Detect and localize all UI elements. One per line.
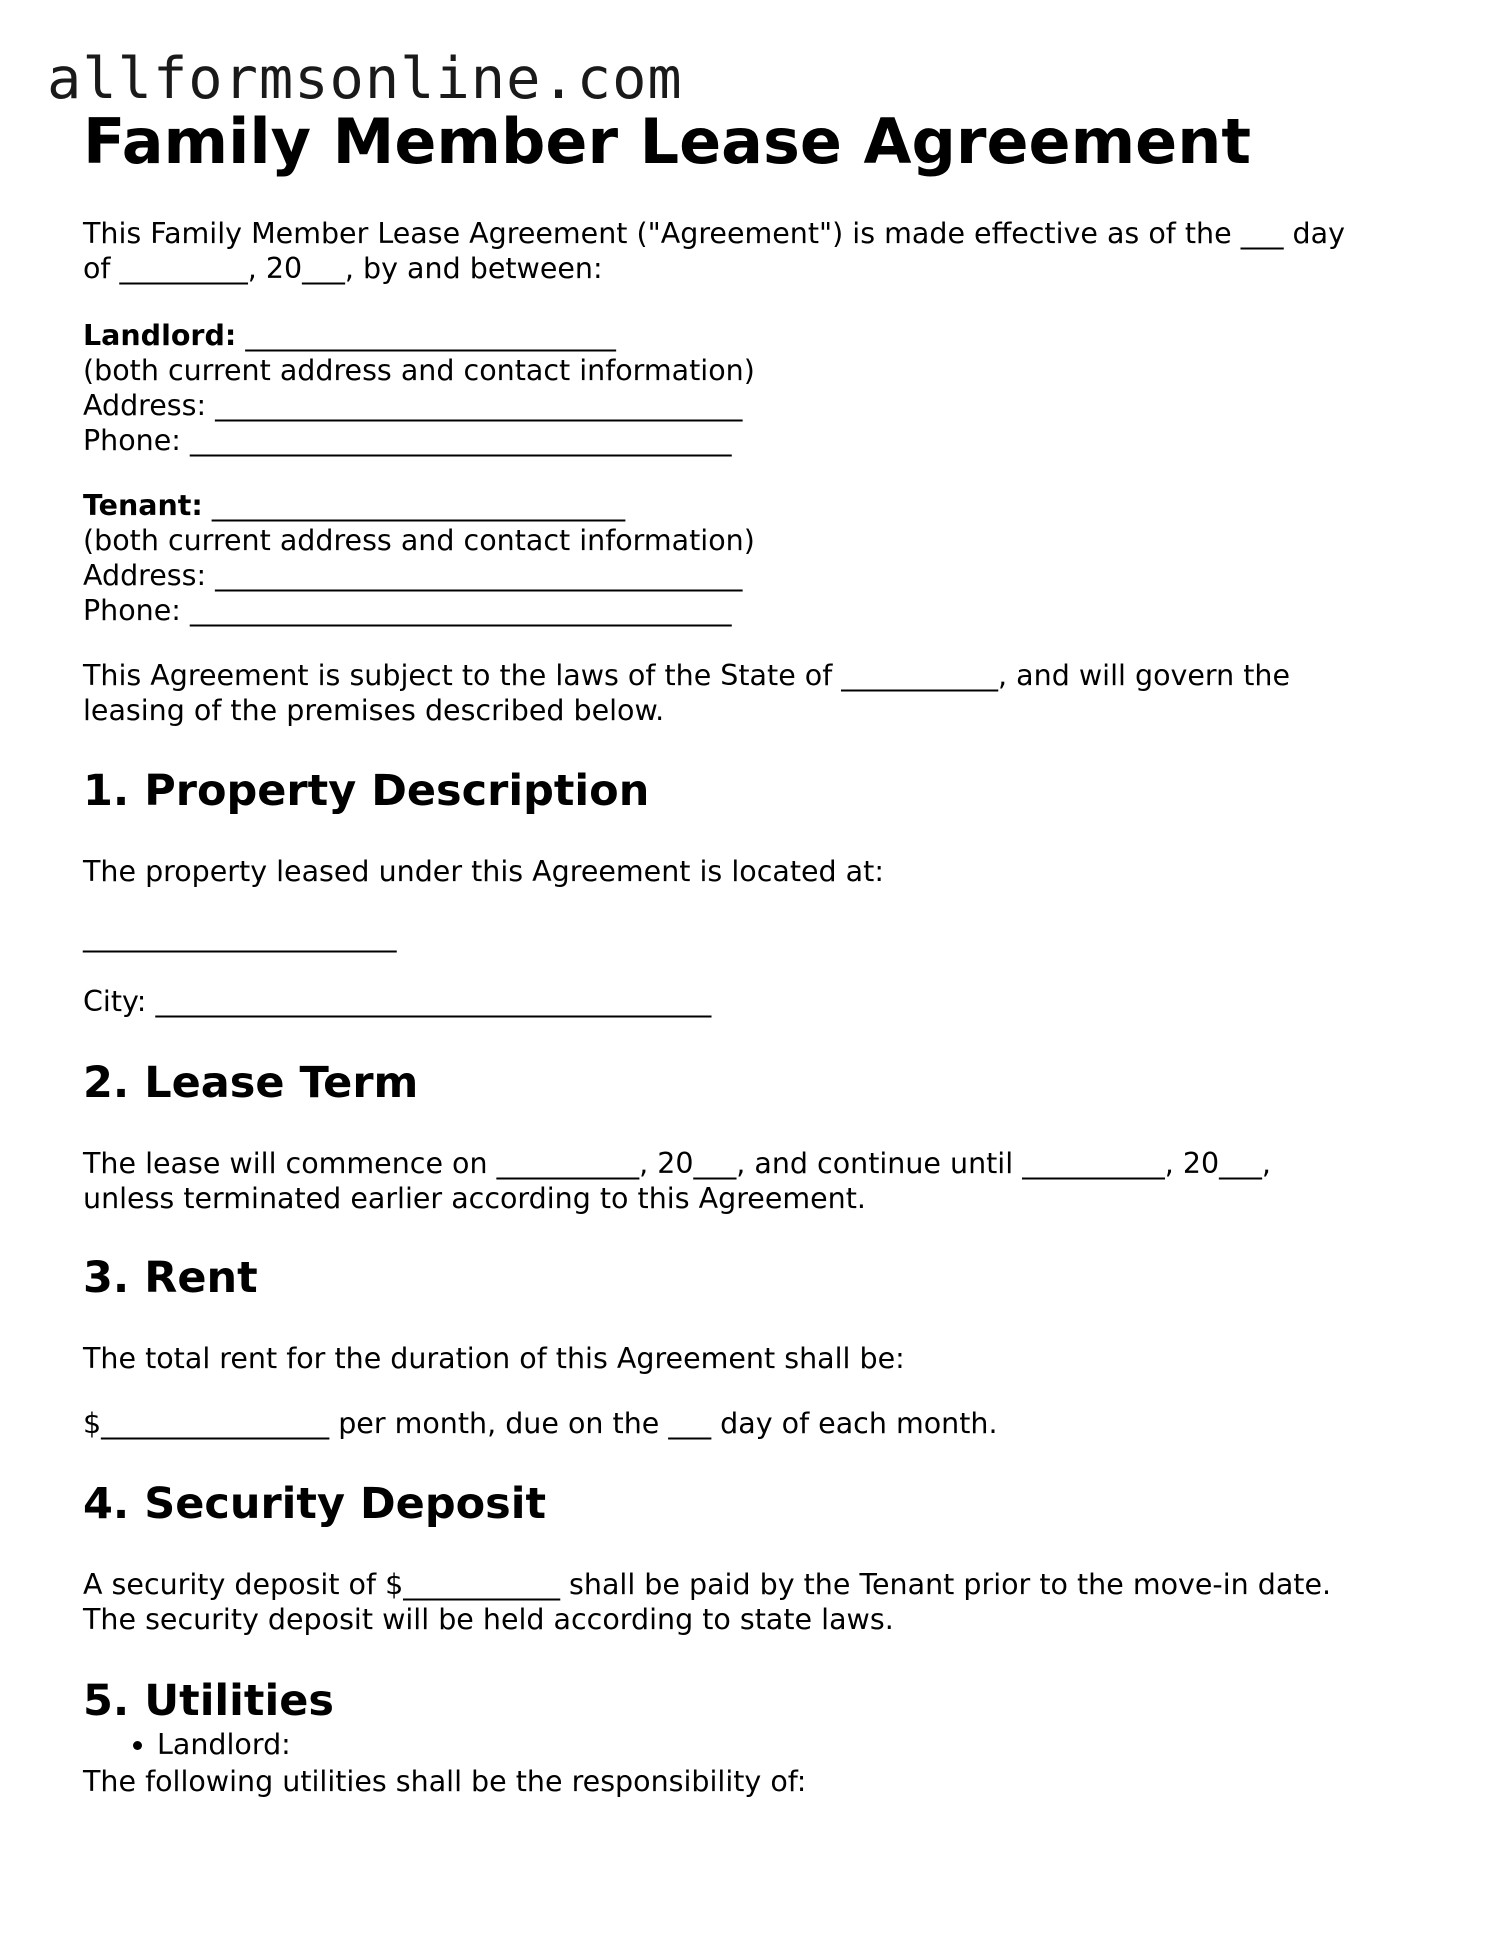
deposit-line-2: The security deposit will be held according to state laws.: [83, 1603, 894, 1636]
tenant-address: Address: _____________________________________: [83, 559, 743, 592]
property-text: The property leased under this Agreement is located at:: [83, 855, 884, 888]
landlord-note: (both current address and contact information): [83, 354, 755, 387]
tenant-label: Tenant:: [83, 489, 203, 522]
intro-paragraph: [83, 216, 1345, 286]
rent-amount: $________________ per month, due on the ___ day of each month.: [83, 1407, 998, 1440]
landlord-name-line: [83, 318, 755, 353]
document-title: Family Member Lease Agreement: [83, 105, 1252, 178]
tenant-block: [83, 488, 755, 628]
lease-term-line-1: The lease will commence on __________, 20___, and continue until __________, 20___,: [83, 1147, 1271, 1180]
security-deposit-paragraph: [83, 1567, 1331, 1637]
rent-text: The total rent for the duration of this Agreement shall be:: [83, 1342, 905, 1375]
rent-heading: 3. Rent: [83, 1253, 258, 1303]
utilities-text: The following utilities shall be the responsibility of:: [83, 1765, 807, 1798]
landlord-address: Address: _____________________________________: [83, 389, 743, 422]
utilities-list: [83, 1727, 291, 1762]
lease-term-heading: 2. Lease Term: [83, 1058, 419, 1108]
utilities-heading: 5. Utilities: [83, 1676, 334, 1726]
tenant-note: (both current address and contact information): [83, 524, 755, 557]
governing-law-paragraph: [83, 658, 1290, 728]
tenant-name-line: [83, 488, 755, 523]
landlord-phone: Phone: ______________________________________: [83, 424, 732, 457]
watermark: allformsonline.com: [47, 46, 683, 112]
intro-line-1: This Family Member Lease Agreement ("Agreement") is made effective as of the ___ day: [83, 217, 1345, 250]
deposit-line-1: A security deposit of $___________ shall be paid by the Tenant prior to the move-in date.: [83, 1568, 1332, 1601]
security-deposit-heading: 4. Security Deposit: [83, 1479, 547, 1529]
utilities-item-landlord: • Landlord:: [157, 1727, 291, 1762]
landlord-name-blank: __________________________: [236, 319, 616, 352]
lease-term-paragraph: [83, 1146, 1271, 1216]
tenant-phone: Phone: ______________________________________: [83, 594, 732, 627]
lease-term-line-2: unless terminated earlier according to this Agreement.: [83, 1182, 866, 1215]
intro-line-2: of _________, 20___, by and between:: [83, 252, 603, 285]
landlord-label: Landlord:: [83, 319, 237, 352]
property-city: City: _______________________________________: [83, 985, 712, 1018]
property-address-blank: ______________________: [83, 920, 397, 953]
landlord-block: [83, 318, 755, 458]
governing-line-1: This Agreement is subject to the laws of the State of ___________, and will govern the: [83, 659, 1291, 692]
governing-line-2: leasing of the premises described below.: [83, 694, 665, 727]
property-heading: 1. Property Description: [83, 766, 650, 816]
tenant-name-blank: _____________________________: [202, 489, 626, 522]
